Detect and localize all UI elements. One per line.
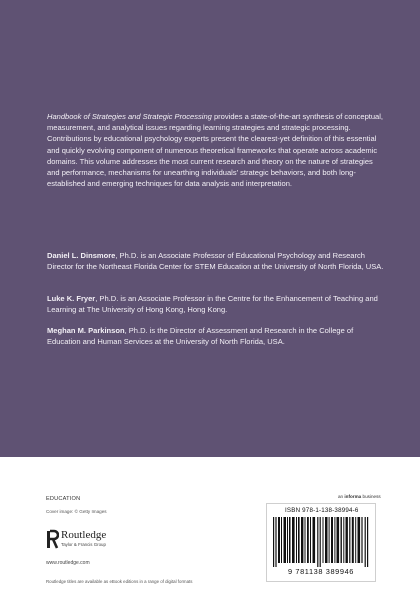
- publisher-name: Routledge: [61, 529, 107, 541]
- cover-image-credit: Cover image: © Getty Images: [46, 509, 107, 514]
- author-name: Meghan M. Parkinson: [47, 326, 125, 335]
- publisher-group: Taylor & Francis Group: [61, 542, 106, 547]
- author-name: Luke K. Fryer: [47, 294, 96, 303]
- publisher-website: www.routledge.com: [46, 560, 90, 566]
- author-bio-text: , Ph.D. is an Associate Professor of Educational Psychology and Research Director for the Northeast Florida Center for STEM Education at the University of North Florida, USA.: [47, 251, 384, 272]
- informa-prefix: an: [338, 494, 345, 499]
- book-description-text: provides a state-of-the-art synthesis of conceptual, measurement, and analytical issues regarding learning strategies and strategic processing. Contributions by educational psychology experts present the clearest-yet definition of this essential and quickly evolving component of numerous theoretical frameworks that operate across academic domains. This volume addresses the most current research and theory on the nature of strategies and performance, mechanisms for unearthing individuals’ strategic behaviors, and both long-established and emerging techniques for data analysis and interpretation.: [47, 112, 384, 189]
- isbn-barcode-block: [266, 503, 376, 582]
- author-bio-text: , Ph.D. is the Director of Assessment and Research in the College of Education and Human Services at the University of North Florida, USA.: [47, 326, 354, 347]
- isbn-number: ISBN 978-1-138-38994-6: [285, 507, 359, 514]
- book-description: [47, 111, 385, 189]
- informa-business-tag: [338, 494, 381, 499]
- informa-brand: informa: [344, 494, 362, 499]
- author-bio-fryer: [47, 293, 385, 315]
- routledge-logo-icon: [45, 528, 59, 550]
- barcode-icon: [273, 517, 369, 567]
- author-name: Daniel L. Dinsmore: [47, 251, 116, 260]
- author-bio-text: , Ph.D. is an Associate Professor in the Centre for the Enhancement of Teaching and Learning at The University of Hong Kong, Hong Kong.: [47, 294, 378, 315]
- publisher-logo: [45, 528, 155, 558]
- barcode-digits: 9 781138 389946: [288, 567, 354, 576]
- book-title-italic: Handbook of Strategies and Strategic Processing: [47, 112, 212, 121]
- informa-suffix: business: [361, 494, 381, 499]
- author-bio-dinsmore: [47, 250, 385, 272]
- author-bio-parkinson: [47, 325, 385, 347]
- subject-category: EDUCATION: [46, 496, 81, 502]
- ebook-note: Routledge titles are available as eBook editions in a range of digital formats: [46, 579, 193, 584]
